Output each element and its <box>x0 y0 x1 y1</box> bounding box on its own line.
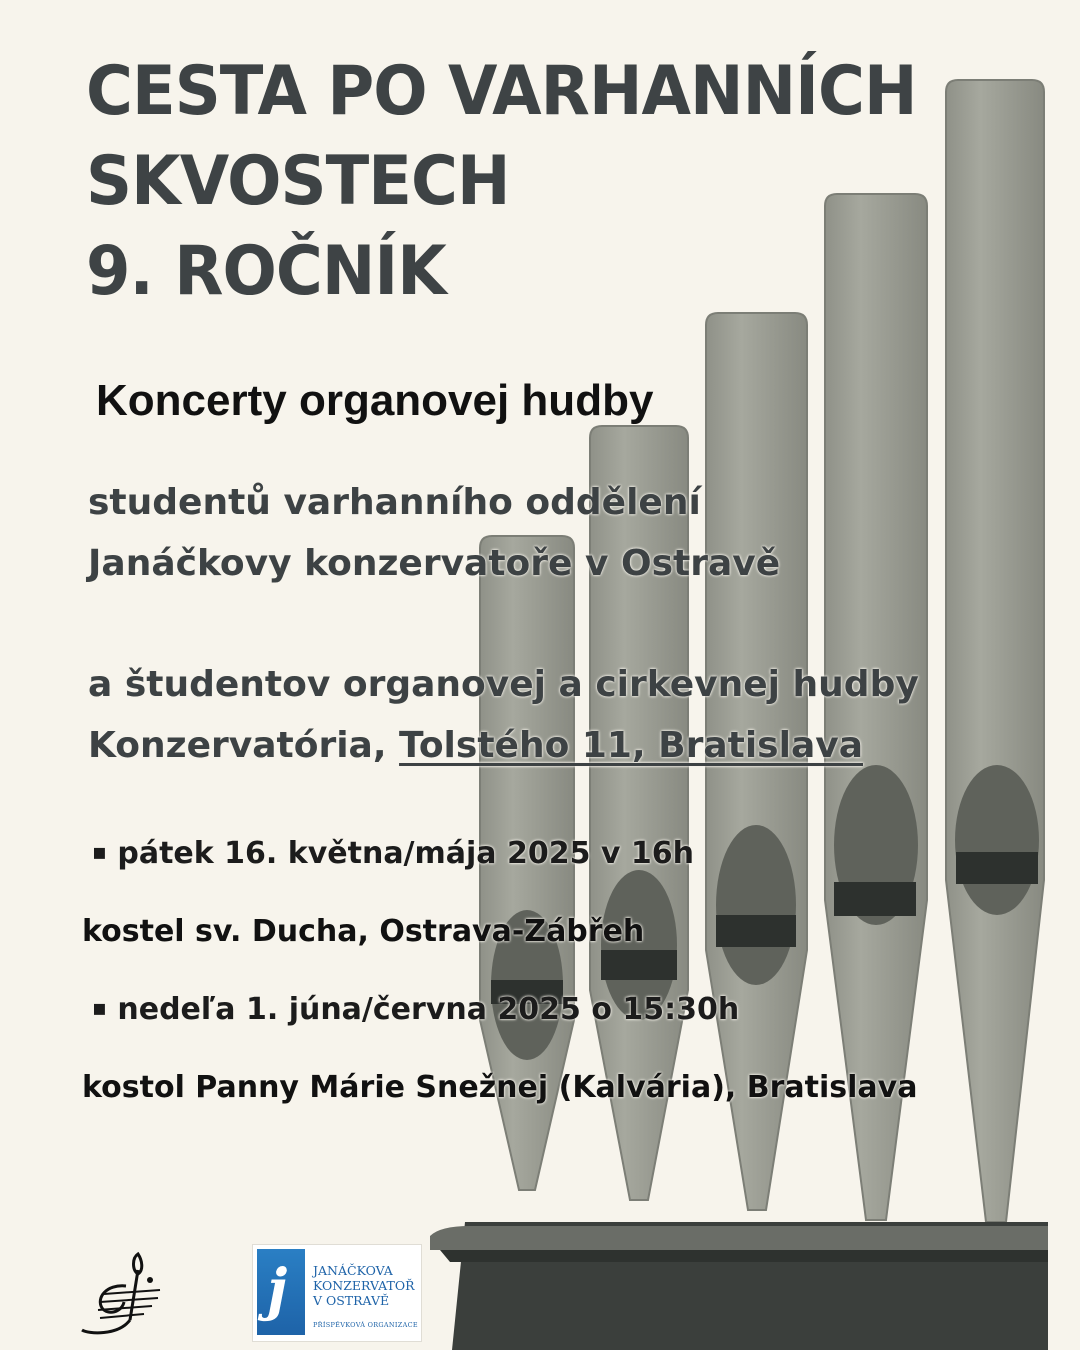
jk-logo-mark-icon: j <box>257 1249 305 1335</box>
jk-logo-name: JANÁČKOVA KONZERVATOŘ V OSTRAVĚ <box>313 1263 415 1308</box>
organ-pipe-4 <box>825 194 927 1220</box>
body-line-4-prefix: Konzervatória, <box>88 725 400 766</box>
event-1-date <box>92 836 694 871</box>
event-2-date <box>92 992 739 1027</box>
event-1-place: kostel sv. Ducha, Ostrava-Zábřeh <box>82 914 645 949</box>
event-2-date-text: nedeľa 1. júna/června 2025 o 15:30h <box>117 992 740 1027</box>
janackova-konzervator-logo <box>252 1244 422 1342</box>
event-1-date-text: pátek 16. května/mája 2025 v 16h <box>117 836 695 871</box>
music-note-clef-logo-icon <box>78 1250 168 1340</box>
bullet-icon: ▪ <box>92 996 107 1021</box>
organ-pipe-5 <box>946 80 1044 1222</box>
body-line-3: a študentov organovej a cirkevnej hudby <box>88 664 919 705</box>
title-line-3: 9. ROČNÍK <box>86 232 446 311</box>
address-link[interactable]: Tolstého 11, Bratislava <box>399 725 864 766</box>
body-line-2: Janáčkovy konzervatoře v Ostravě <box>88 543 781 584</box>
title-line-1: CESTA PO VARHANNÍCH <box>86 52 917 131</box>
event-2-place: kostol Panny Márie Snežnej (Kalvária), Bratislava <box>82 1070 918 1105</box>
bullet-icon: ▪ <box>92 840 107 865</box>
title-line-2: SKVOSTECH <box>86 142 510 221</box>
organ-base <box>430 1222 1048 1350</box>
jk-logo-org: PŘÍSPĚVKOVÁ ORGANIZACE <box>313 1321 418 1329</box>
body-line-4 <box>88 725 863 766</box>
body-line-1: studentů varhanního oddělení <box>88 482 701 523</box>
subtitle: Koncerty organovej hudby <box>96 376 654 425</box>
